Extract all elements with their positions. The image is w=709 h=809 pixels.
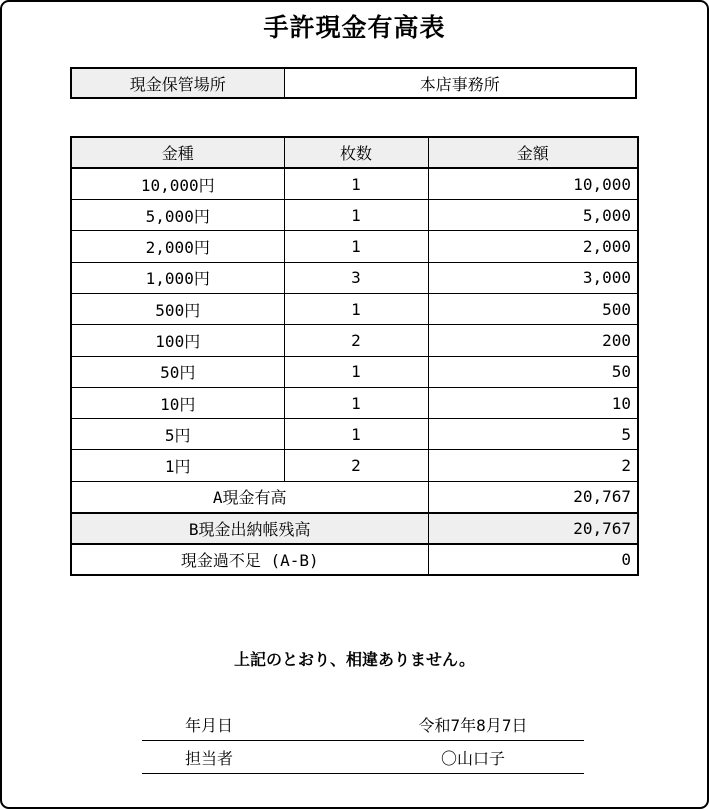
cash-row [71, 356, 638, 387]
count-cell: 2 [284, 450, 428, 481]
summary-label: B現金出納帳残高 [71, 513, 428, 544]
denomination-cell: 1,000円 [71, 262, 284, 293]
cash-table [70, 136, 639, 576]
count-cell: 1 [284, 419, 428, 450]
cash-row [71, 325, 638, 356]
confirmation-note: 上記のとおり、相違ありません。 [234, 650, 475, 669]
location-label: 現金保管場所 [71, 68, 284, 98]
denomination-cell: 500円 [71, 293, 284, 324]
location-table [70, 67, 637, 99]
amount-cell: 10 [428, 387, 638, 418]
count-cell: 3 [284, 262, 428, 293]
signature-row-date [142, 708, 584, 741]
cash-row [71, 200, 638, 231]
summary-amount: 20,767 [428, 481, 638, 512]
summary-row-cashbook-balance [71, 513, 638, 544]
count-cell: 1 [284, 231, 428, 262]
location-value: 本店事務所 [284, 68, 636, 98]
header-denomination: 金種 [71, 137, 284, 168]
amount-cell: 500 [428, 293, 638, 324]
denomination-cell: 5,000円 [71, 200, 284, 231]
count-cell: 1 [284, 293, 428, 324]
count-cell: 1 [284, 200, 428, 231]
count-cell: 1 [284, 387, 428, 418]
summary-label: 現金過不足 (A-B) [71, 544, 428, 575]
denomination-cell: 10,000円 [71, 168, 284, 199]
summary-amount: 20,767 [428, 513, 638, 544]
denomination-cell: 100円 [71, 325, 284, 356]
amount-cell: 5 [428, 419, 638, 450]
cash-row [71, 450, 638, 481]
cash-table-header-row [71, 137, 638, 168]
date-value: 令和7年8月7日 [418, 715, 528, 735]
denomination-cell: 5円 [71, 419, 284, 450]
amount-cell: 200 [428, 325, 638, 356]
location-row [71, 68, 636, 98]
denomination-cell: 1円 [71, 450, 284, 481]
header-count: 枚数 [284, 137, 428, 168]
cash-row [71, 168, 638, 199]
amount-cell: 2 [428, 450, 638, 481]
person-label: 担当者 [185, 748, 234, 768]
count-cell: 1 [284, 356, 428, 387]
cash-row [71, 419, 638, 450]
person-value: 〇山口子 [440, 748, 505, 768]
amount-cell: 2,000 [428, 231, 638, 262]
denomination-cell: 2,000円 [71, 231, 284, 262]
amount-cell: 10,000 [428, 168, 638, 199]
count-cell: 1 [284, 168, 428, 199]
summary-label: A現金有高 [71, 481, 428, 512]
signature-row-person [142, 741, 584, 774]
date-label: 年月日 [185, 715, 234, 735]
cash-row [71, 293, 638, 324]
page-title: 手許現金有高表 [263, 13, 446, 42]
summary-row-cash-on-hand [71, 481, 638, 512]
summary-amount: 0 [428, 544, 638, 575]
denomination-cell: 10円 [71, 387, 284, 418]
signature-block [142, 708, 584, 774]
denomination-cell: 50円 [71, 356, 284, 387]
cash-row [71, 387, 638, 418]
cash-row [71, 262, 638, 293]
amount-cell: 3,000 [428, 262, 638, 293]
amount-cell: 5,000 [428, 200, 638, 231]
amount-cell: 50 [428, 356, 638, 387]
header-amount: 金額 [428, 137, 638, 168]
summary-row-discrepancy [71, 544, 638, 575]
count-cell: 2 [284, 325, 428, 356]
cash-row [71, 231, 638, 262]
